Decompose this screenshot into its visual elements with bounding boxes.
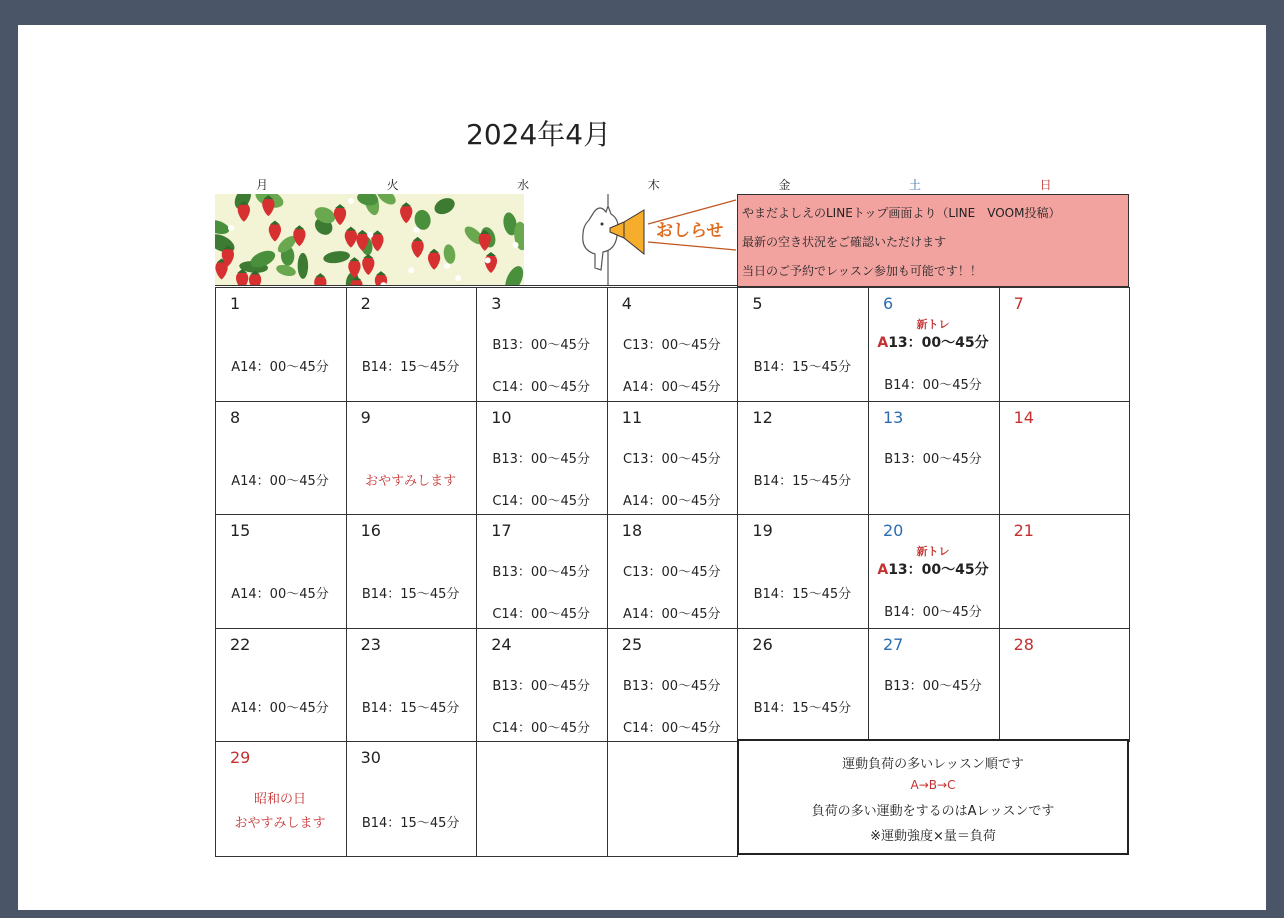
day-number: 6 [883,294,894,313]
day-number: 17 [491,521,512,540]
day-number: 8 [230,407,241,427]
lesson-slot: A14：00～45分 [623,493,721,509]
lesson-slot: C14：00～45分 [492,380,591,395]
lesson-slot: A14：00～45分 [231,700,329,716]
day-number: 14 [1013,407,1034,427]
intensity-legend [737,739,1129,855]
day-cell [868,401,1000,516]
day-number: 9 [360,407,371,427]
notice-line-3: 当日のご予約でレッスン参加も可能です！！ [742,264,982,278]
lesson-slot: C13：00～45分 [622,338,721,353]
lesson-slot: B13：00～45分 [623,678,721,694]
new-training-tag: 新トレ [916,545,950,558]
legend-line-1: 運動負荷の多いレッスン順です [842,757,1024,772]
notice-box [737,194,1129,287]
lesson-slot: A14：00～45分 [231,360,329,375]
day-number: 7 [1013,294,1024,313]
lesson-slot: B14：15～45分 [753,587,852,602]
day-number: 28 [1013,634,1034,654]
day-cell [215,628,347,743]
weekday-label: 土 [908,178,921,192]
lesson-slot: B14：15～45分 [361,816,460,831]
day-cell [737,287,869,402]
lesson-slot: B13：00～45分 [492,565,590,580]
lesson-slot: A14：00～45分 [231,587,329,602]
holiday-name: 昭和の日 [253,792,306,807]
day-cell [999,514,1131,629]
legend-order: A→B→C [910,778,956,792]
featured-lesson [869,559,997,579]
weekday-label: 日 [1039,178,1052,192]
notice-badge: おしらせ [656,221,724,241]
day-cell [607,514,739,629]
day-cell [737,628,869,743]
day-cell [215,287,347,402]
strawberry-pattern-icon [215,194,524,286]
weekday-label: 水 [517,178,530,192]
lesson-slot: B14：15～45分 [753,473,852,489]
new-training-tag: 新トレ [916,318,950,331]
lesson-slot: C14：00～45分 [492,493,591,509]
day-cell [999,628,1131,743]
day-cell [607,287,739,402]
day-number: 27 [883,634,904,654]
day-number: 29 [230,748,251,767]
day-cell [346,514,478,629]
day-cell [476,287,608,402]
day-number: 22 [230,634,251,654]
day-cell [476,741,608,857]
lesson-time: 13：00～45分 [888,562,989,578]
lesson-slot: C13：00～45分 [622,565,721,580]
lesson-slot: B14：15～45分 [361,587,460,602]
day-number: 20 [883,521,904,540]
day-cell [215,401,347,516]
day-number: 13 [883,407,904,427]
day-cell [607,628,739,743]
day-cell [476,401,608,516]
day-number: 19 [752,521,773,540]
lesson-slot: A14：00～45分 [623,607,721,622]
day-number: 10 [491,407,512,427]
day-cell [868,514,1000,629]
lesson-slot: B14：15～45分 [753,360,852,375]
legend-line-4: ※運動強度×量＝負荷 [870,829,996,844]
legend-line-3: 負荷の多い運動をするのはAレッスンです [811,804,1055,819]
lesson-slot: A14：00～45分 [231,473,329,489]
lesson-slot: B14：15～45分 [361,360,460,375]
lesson-slot: B14：00～45分 [884,605,982,620]
day-number: 16 [360,521,381,540]
weekday-label: 木 [647,178,660,192]
lesson-slot: B13：00～45分 [884,678,982,694]
weekday-label: 金 [778,178,791,192]
lesson-slot: B14：15～45分 [753,700,852,716]
day-cell [737,514,869,629]
lesson-slot: C13：00～45分 [622,451,721,467]
lesson-slot: B13：00～45分 [492,451,590,467]
day-number: 2 [360,294,371,313]
lesson-slot: B13：00～45分 [492,678,590,694]
day-number: 23 [360,634,381,654]
day-cell [737,401,869,516]
day-number: 5 [752,294,763,313]
calendar-sheet [18,25,1266,910]
lesson-slot: B14：00～45分 [884,378,982,393]
day-cell [346,741,478,857]
lesson-slot: A14：00～45分 [623,380,721,395]
lesson-time: 13：00～45分 [888,335,989,351]
day-number: 3 [491,294,502,313]
notice-line-1: やまだよしえのLINEトップ画面より（LINE VOOM投稿） [742,206,1061,220]
day-cell [868,287,1000,402]
day-number: 26 [752,634,773,654]
day-number: 30 [360,748,381,767]
lesson-slot: C14：00～45分 [492,607,591,622]
lesson-slot: C14：00～45分 [622,720,721,736]
day-cell [476,514,608,629]
day-number: 11 [621,407,643,427]
closed-notice: おやすみします [365,473,457,489]
day-number: 24 [491,634,512,654]
day-number: 21 [1013,521,1034,540]
day-cell [215,514,347,629]
lesson-letter: A [877,335,889,351]
day-cell [346,628,478,743]
day-number: 25 [621,634,643,654]
day-cell [607,401,739,516]
day-cell [346,287,478,402]
strawberry-banner-image [215,194,524,286]
weekday-label: 火 [386,178,399,192]
day-cell [346,401,478,516]
day-number: 15 [230,521,251,540]
day-cell [215,741,347,857]
day-number: 4 [621,294,632,313]
lesson-letter: A [877,562,889,578]
lesson-slot: B14：15～45分 [361,700,460,716]
day-number: 12 [752,407,773,427]
featured-lesson [869,332,997,352]
calendar-grid [215,194,1129,855]
page-title: 2024年4月 [466,118,612,151]
lesson-slot: B13：00～45分 [884,451,982,467]
day-cell [999,401,1131,516]
day-cell [476,628,608,743]
weekday-label: 月 [255,178,268,192]
notice-illustration [524,194,737,286]
closed-notice: おやすみします [234,816,326,831]
day-cell [607,741,739,857]
notice-line-2: 最新の空き状況をご確認いただけます [742,235,947,249]
day-number: 18 [621,521,643,540]
lesson-slot: C14：00～45分 [492,720,591,736]
day-number: 1 [230,294,241,313]
day-cell [868,628,1000,743]
lesson-slot: B13：00～45分 [492,338,590,353]
day-cell [999,287,1131,402]
